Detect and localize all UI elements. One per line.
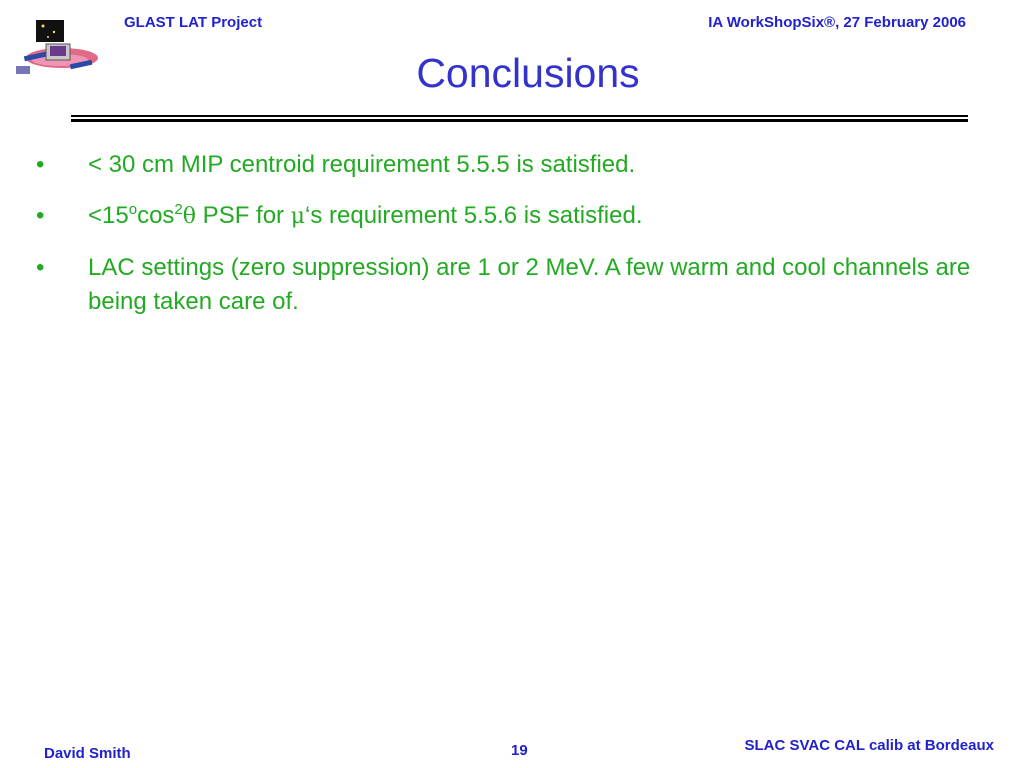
bullet-marker: • [36,202,45,229]
bullet-item [0,148,1024,182]
mu-symbol: μ [290,204,306,229]
page-number: 19 [511,742,528,759]
venue-label: SLAC SVAC CAL calib at Bordeaux [744,737,994,754]
title-divider-thick [71,119,968,122]
author-name: David Smith [44,745,131,762]
theta-symbol: θ [182,204,197,229]
bullet-list [0,148,1024,336]
degree-superscript: o [128,201,138,218]
bullet-text-mid: PSF for [196,202,291,229]
bullet-text-post: ‘s requirement 5.5.6 is satisfied. [305,202,643,229]
square-superscript: 2 [174,201,183,218]
slide-title: Conclusions [416,50,640,96]
bullet-text-pre: <15 [88,202,129,229]
bullet-item [0,251,1024,319]
bullet-marker: • [36,151,45,178]
title-divider [71,115,968,117]
cos-text: cos [137,202,175,229]
project-name: GLAST LAT Project [124,14,263,31]
conference-name: IA WorkShopSix®, 27 February 2006 [708,14,966,31]
bullet-text: < 30 cm MIP centroid requirement 5.5.5 is satisfied. [88,151,636,178]
bullet-marker: • [36,254,45,281]
bullet-text: LAC settings (zero suppression) are 1 or 2 MeV. A few warm and cool channels are being taken care of. [88,254,971,315]
bullet-item [0,199,1024,234]
